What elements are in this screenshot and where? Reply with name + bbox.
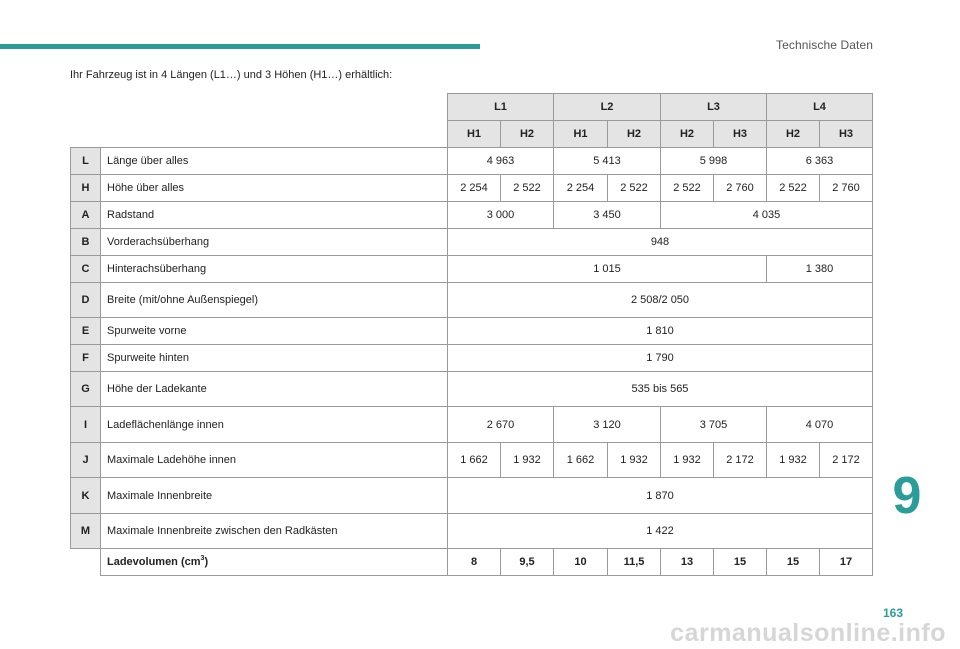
chapter-number: 9 [881,466,933,526]
value-cell: 1 790 [448,345,873,372]
value-cell: 2 254 [554,175,608,202]
value-cell: 4 963 [448,148,554,175]
value-cell: 3 000 [448,202,554,229]
table-row [71,443,873,478]
row-code: E [71,318,101,345]
table-row [71,283,873,318]
value-cell: 2 760 [820,175,873,202]
table-row [71,175,873,202]
length-header-cell: L4 [767,94,873,121]
value-cell: 1 662 [554,443,608,478]
length-header-cell: L3 [661,94,767,121]
row-label: Maximale Innenbreite [101,478,448,514]
row-code: H [71,175,101,202]
value-cell: 4 035 [661,202,873,229]
volume-value: 8 [448,549,501,576]
row-label: Höhe über alles [101,175,448,202]
value-cell: 1 015 [448,256,767,283]
value-cell: 1 932 [767,443,820,478]
row-code: I [71,407,101,443]
row-code: C [71,256,101,283]
volume-row [71,549,873,576]
value-cell: 1 662 [448,443,501,478]
volume-value: 11,5 [608,549,661,576]
table-row [71,256,873,283]
volume-value: 15 [767,549,820,576]
row-label: Ladeflächenlänge innen [101,407,448,443]
value-cell: 3 120 [554,407,661,443]
value-cell: 3 705 [661,407,767,443]
height-header-row [71,121,873,148]
height-header-cell: H3 [820,121,873,148]
table-row [71,514,873,549]
table-row [71,318,873,345]
value-cell: 2 254 [448,175,501,202]
volume-label: Ladevolumen $(cm^3)$ [101,549,448,576]
table-row [71,478,873,514]
height-header-cell: H2 [661,121,714,148]
height-header-cell: H3 [714,121,767,148]
header-accent-bar [0,44,480,49]
volume-value: 17 [820,549,873,576]
row-code: F [71,345,101,372]
value-cell: 5 413 [554,148,661,175]
length-header-row [71,94,873,121]
row-code: G [71,372,101,407]
row-code: J [71,443,101,478]
value-cell: 2 522 [501,175,554,202]
intro-text: Ihr Fahrzeug ist in 4 Längen (L1…) und 3 Höhen (H1…) erhältlich: [70,69,393,81]
value-cell: 1 422 [448,514,873,549]
row-label: Spurweite hinten [101,345,448,372]
length-header-cell: L1 [448,94,554,121]
section-title: Technische Daten [776,38,873,52]
table-row [71,407,873,443]
value-cell: 1 380 [767,256,873,283]
row-code: A [71,202,101,229]
height-header-cell: H1 [554,121,608,148]
value-cell: 1 932 [661,443,714,478]
row-label: Radstand [101,202,448,229]
value-cell: 2 760 [714,175,767,202]
page-number: 163 [882,606,903,620]
value-cell: 2 172 [714,443,767,478]
row-code: L [71,148,101,175]
row-label: Länge über alles [101,148,448,175]
row-code: M [71,514,101,549]
value-cell: 1 810 [448,318,873,345]
value-cell: 948 [448,229,873,256]
value-cell: 2 522 [767,175,820,202]
table-row [71,202,873,229]
value-cell: 2 508/2 050 [448,283,873,318]
height-header-cell: H2 [501,121,554,148]
volume-value: 10 [554,549,608,576]
value-cell: 4 070 [767,407,873,443]
dimensions-table [70,93,873,576]
row-label: Vorderachsüberhang [101,229,448,256]
value-cell: 3 450 [554,202,661,229]
height-header-cell: H2 [608,121,661,148]
row-label: Breite (mit/ohne Außenspiegel) [101,283,448,318]
volume-value: 15 [714,549,767,576]
table-row [71,229,873,256]
value-cell: 1 932 [608,443,661,478]
row-label: Maximale Innenbreite zwischen den Radkästen [101,514,448,549]
value-cell: 1 870 [448,478,873,514]
row-code: B [71,229,101,256]
row-label: Höhe der Ladekante [101,372,448,407]
table-row [71,148,873,175]
value-cell: 2 522 [608,175,661,202]
volume-value: 9,5 [501,549,554,576]
table-row [71,372,873,407]
table-row [71,345,873,372]
value-cell: 2 522 [661,175,714,202]
row-label: Spurweite vorne [101,318,448,345]
length-header-cell: L2 [554,94,661,121]
row-code: D [71,283,101,318]
value-cell: 5 998 [661,148,767,175]
value-cell: 535 bis 565 [448,372,873,407]
value-cell: 2 670 [448,407,554,443]
watermark: carmanualsonline.info [670,619,946,647]
value-cell: 1 932 [501,443,554,478]
height-header-cell: H2 [767,121,820,148]
row-label: Hinterachsüberhang [101,256,448,283]
volume-value: 13 [661,549,714,576]
height-header-cell: H1 [448,121,501,148]
row-label: Maximale Ladehöhe innen [101,443,448,478]
row-code: K [71,478,101,514]
value-cell: 6 363 [767,148,873,175]
value-cell: 2 172 [820,443,873,478]
